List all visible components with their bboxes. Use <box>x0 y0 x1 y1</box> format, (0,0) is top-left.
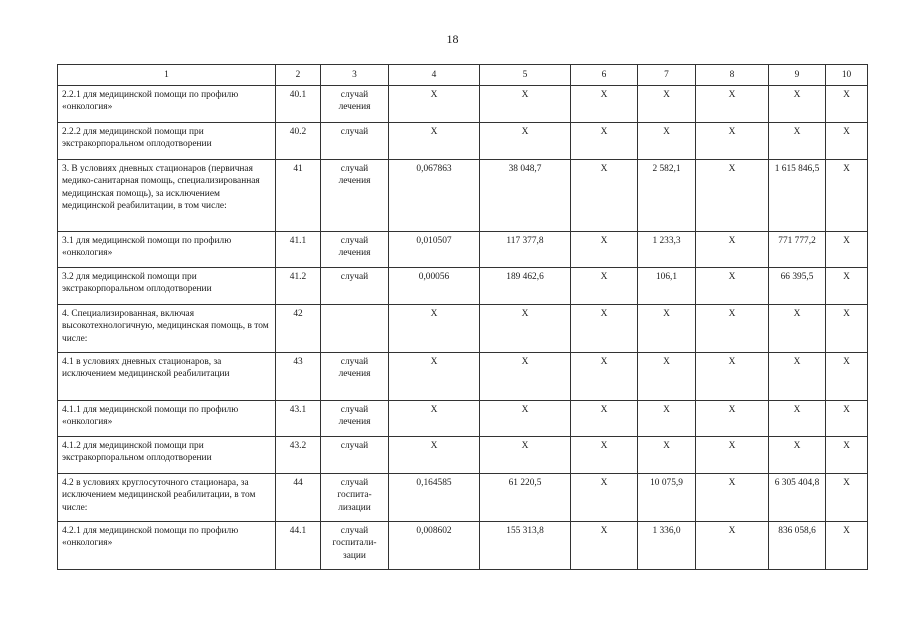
cell-col8: X <box>696 522 769 570</box>
cell-col6: X <box>571 86 638 123</box>
row-name: 4.1 в условиях дневных стационаров, за исключением медицинской реабилитации <box>58 353 276 401</box>
cell-col9: 6 305 404,8 <box>769 474 826 522</box>
cell-col6: X <box>571 353 638 401</box>
table-row <box>58 522 868 570</box>
table-row <box>58 437 868 474</box>
cell-col7: 2 582,1 <box>638 160 696 232</box>
cell-col7: X <box>638 401 696 437</box>
cell-col4: X <box>389 437 480 474</box>
cell-col9: X <box>769 123 826 160</box>
cell-col6: X <box>571 232 638 268</box>
cell-col8: X <box>696 86 769 123</box>
cell-col10: X <box>826 86 868 123</box>
row-unit: случай госпита-лизации <box>321 474 389 522</box>
row-code: 41.1 <box>276 232 321 268</box>
cell-col5: X <box>480 123 571 160</box>
table-row <box>58 268 868 305</box>
cell-col6: X <box>571 474 638 522</box>
cell-col6: X <box>571 305 638 353</box>
column-header: 7 <box>638 65 696 86</box>
cell-col4: X <box>389 353 480 401</box>
row-code: 44.1 <box>276 522 321 570</box>
row-unit: случай лечения <box>321 232 389 268</box>
cell-col9: X <box>769 353 826 401</box>
row-name: 4. Специализированная, включая высокотехнологичную, медицинская помощь, в том числе: <box>58 305 276 353</box>
cell-col8: X <box>696 353 769 401</box>
cell-col7: 1 336,0 <box>638 522 696 570</box>
cell-col4: 0,008602 <box>389 522 480 570</box>
column-header: 1 <box>58 65 276 86</box>
row-code: 43.2 <box>276 437 321 474</box>
cell-col8: X <box>696 123 769 160</box>
table-row <box>58 232 868 268</box>
cell-col6: X <box>571 123 638 160</box>
cell-col10: X <box>826 305 868 353</box>
cell-col7: 1 233,3 <box>638 232 696 268</box>
cell-col9: 66 395,5 <box>769 268 826 305</box>
row-name: 2.2.1 для медицинской помощи по профилю «онкология» <box>58 86 276 123</box>
table-row <box>58 305 868 353</box>
cell-col10: X <box>826 522 868 570</box>
table-row <box>58 123 868 160</box>
cell-col5: X <box>480 305 571 353</box>
cell-col10: X <box>826 123 868 160</box>
cell-col8: X <box>696 401 769 437</box>
cell-col5: X <box>480 353 571 401</box>
cell-col7: X <box>638 353 696 401</box>
cell-col4: X <box>389 305 480 353</box>
cell-col7: X <box>638 123 696 160</box>
table-row <box>58 401 868 437</box>
cell-col9: 836 058,6 <box>769 522 826 570</box>
row-unit: случай лечения <box>321 86 389 123</box>
cell-col4: 0,010507 <box>389 232 480 268</box>
column-header: 6 <box>571 65 638 86</box>
cell-col7: 10 075,9 <box>638 474 696 522</box>
cell-col10: X <box>826 401 868 437</box>
table-row <box>58 353 868 401</box>
cell-col10: X <box>826 160 868 232</box>
cell-col4: X <box>389 123 480 160</box>
row-unit <box>321 305 389 353</box>
cell-col8: X <box>696 160 769 232</box>
column-header: 8 <box>696 65 769 86</box>
cell-col10: X <box>826 353 868 401</box>
column-header: 9 <box>769 65 826 86</box>
row-name: 4.1.2 для медицинской помощи при экстракорпоральном оплодотворении <box>58 437 276 474</box>
cell-col7: X <box>638 305 696 353</box>
row-unit: случай госпитали-зации <box>321 522 389 570</box>
cell-col9: X <box>769 305 826 353</box>
row-name: 4.1.1 для медицинской помощи по профилю «онкология» <box>58 401 276 437</box>
cell-col4: 0,00056 <box>389 268 480 305</box>
column-header: 5 <box>480 65 571 86</box>
cell-col8: X <box>696 268 769 305</box>
column-header: 10 <box>826 65 868 86</box>
cell-col4: X <box>389 86 480 123</box>
cell-col9: X <box>769 437 826 474</box>
cell-col9: X <box>769 86 826 123</box>
cell-col8: X <box>696 474 769 522</box>
row-code: 41 <box>276 160 321 232</box>
cell-col9: X <box>769 401 826 437</box>
cell-col6: X <box>571 401 638 437</box>
cell-col8: X <box>696 232 769 268</box>
row-unit: случай лечения <box>321 353 389 401</box>
cell-col4: X <box>389 401 480 437</box>
cell-col10: X <box>826 437 868 474</box>
cell-col8: X <box>696 305 769 353</box>
row-unit: случай <box>321 268 389 305</box>
row-code: 43 <box>276 353 321 401</box>
cell-col4: 0,067863 <box>389 160 480 232</box>
column-header: 2 <box>276 65 321 86</box>
row-unit: случай <box>321 437 389 474</box>
cell-col6: X <box>571 437 638 474</box>
cell-col6: X <box>571 160 638 232</box>
table-row <box>58 86 868 123</box>
cell-col5: 155 313,8 <box>480 522 571 570</box>
cell-col5: X <box>480 86 571 123</box>
row-name: 3.2 для медицинской помощи при экстракорпоральном оплодотворении <box>58 268 276 305</box>
column-header: 3 <box>321 65 389 86</box>
row-code: 42 <box>276 305 321 353</box>
cell-col6: X <box>571 522 638 570</box>
cell-col7: X <box>638 86 696 123</box>
norms-table <box>57 64 868 570</box>
cell-col5: 117 377,8 <box>480 232 571 268</box>
row-code: 40.1 <box>276 86 321 123</box>
row-code: 44 <box>276 474 321 522</box>
table-row <box>58 160 868 232</box>
cell-col8: X <box>696 437 769 474</box>
cell-col10: X <box>826 268 868 305</box>
cell-col9: 1 615 846,5 <box>769 160 826 232</box>
cell-col5: 189 462,6 <box>480 268 571 305</box>
row-name: 3.1 для медицинской помощи по профилю «онкология» <box>58 232 276 268</box>
row-unit: случай <box>321 123 389 160</box>
row-name: 3. В условиях дневных стационаров (первичная медико-санитарная помощь, специализированная медицинская помощь), за исключением медицинской реабилитации, в том числе: <box>58 160 276 232</box>
row-code: 43.1 <box>276 401 321 437</box>
cell-col5: X <box>480 401 571 437</box>
row-name: 4.2.1 для медицинской помощи по профилю «онкология» <box>58 522 276 570</box>
page-number: 18 <box>446 32 459 46</box>
cell-col10: X <box>826 474 868 522</box>
cell-col4: 0,164585 <box>389 474 480 522</box>
column-header: 4 <box>389 65 480 86</box>
row-unit: случай лечения <box>321 160 389 232</box>
cell-col6: X <box>571 268 638 305</box>
cell-col7: X <box>638 437 696 474</box>
cell-col5: 38 048,7 <box>480 160 571 232</box>
row-code: 41.2 <box>276 268 321 305</box>
cell-col5: X <box>480 437 571 474</box>
cell-col9: 771 777,2 <box>769 232 826 268</box>
table-row <box>58 474 868 522</box>
header-row <box>58 65 868 86</box>
row-name: 2.2.2 для медицинской помощи при экстракорпоральном оплодотворении <box>58 123 276 160</box>
row-name: 4.2 в условиях круглосуточного стационара, за исключением медицинской реабилитации, в том числе: <box>58 474 276 522</box>
cell-col5: 61 220,5 <box>480 474 571 522</box>
cell-col10: X <box>826 232 868 268</box>
cell-col7: 106,1 <box>638 268 696 305</box>
row-code: 40.2 <box>276 123 321 160</box>
row-unit: случай лечения <box>321 401 389 437</box>
